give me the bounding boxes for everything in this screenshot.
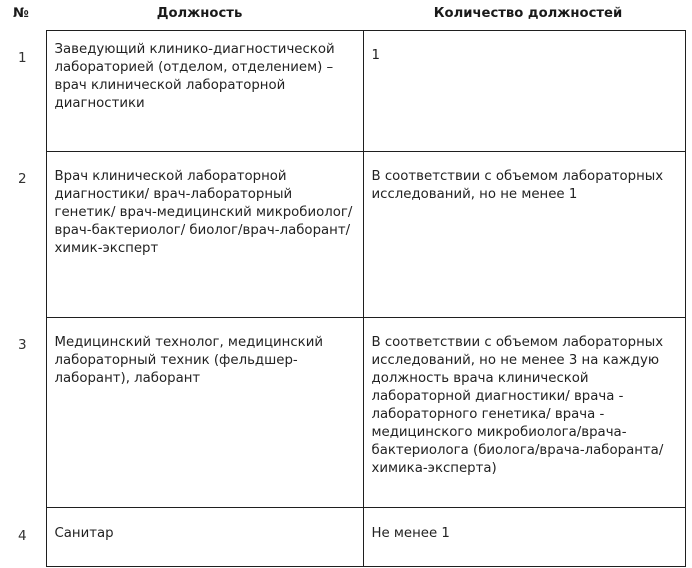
row-number: 3 <box>18 336 27 353</box>
quantity-cell: В соответствии с объемом лабораторных исследований, но не менее 3 на каждую должность врача клинической лабораторной диагностики/ врача - лабораторного генетика/ врача - медицинского микробиолога/врача-бактериолога (биолога/врача-лаборанта/ химика-эксперта) <box>363 318 685 508</box>
header-position: Должность <box>156 6 243 21</box>
table-row <box>0 152 685 318</box>
quantity-cell: Не менее 1 <box>363 508 685 567</box>
quantity-cell: В соответствии с объемом лабораторных исследований, но не менее 1 <box>363 152 685 318</box>
row-number: 2 <box>18 170 27 187</box>
row-number: 1 <box>18 49 27 66</box>
position-cell: Врач клинической лабораторной диагностики/ врач-лабораторный генетик/ врач-медицинский микробиолог/ врач-бактериолог/ биолог/врач-лаборант/химик-эксперт <box>46 152 363 318</box>
quantity-cell: 1 <box>363 31 685 152</box>
table-header <box>0 0 685 31</box>
header-quantity: Количество должностей <box>433 6 623 21</box>
table-row <box>0 318 685 508</box>
row-number: 4 <box>18 527 27 544</box>
position-cell: Заведующий клинико-диагностической лабораторией (отделом, отделением) – врач клинической лабораторной диагностики <box>46 31 363 152</box>
table-body <box>0 31 685 567</box>
table-row <box>0 31 685 152</box>
header-number: № <box>13 6 29 22</box>
position-cell: Медицинский технолог, медицинский лабораторный техник (фельдшер-лаборант), лаборант <box>46 318 363 508</box>
header-row <box>0 0 685 31</box>
position-cell: Санитар <box>46 508 363 567</box>
table-row <box>0 508 685 567</box>
